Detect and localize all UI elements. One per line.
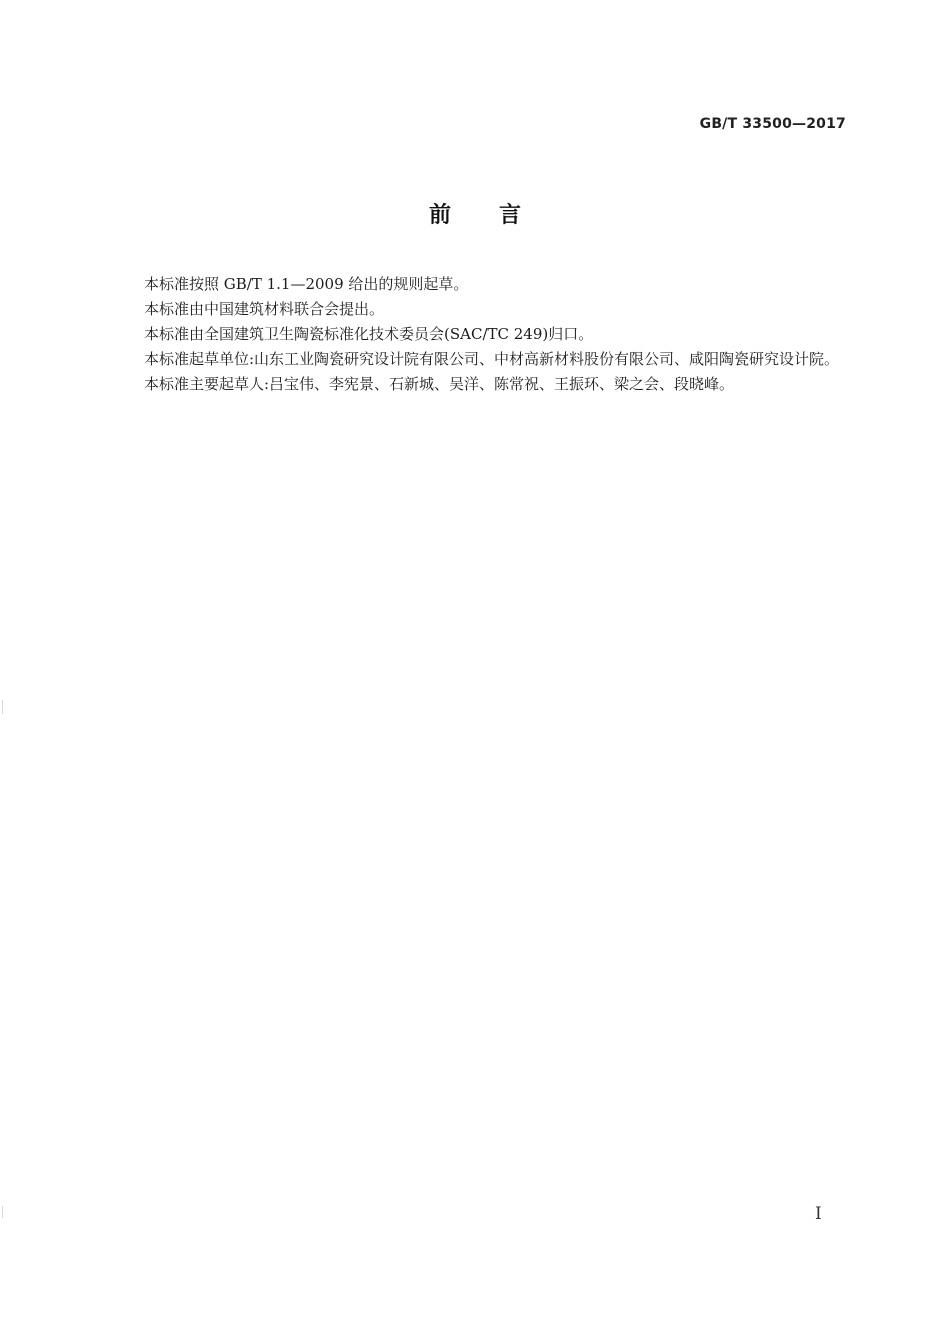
scan-edge-mark — [2, 1206, 3, 1218]
scan-edge-mark — [2, 700, 3, 714]
paragraph-committee: 本标准由全国建筑卫生陶瓷标准化技术委员会(SAC/TC 249)归口。 — [144, 325, 594, 343]
paragraph-drafting-units: 本标准起草单位:山东工业陶瓷研究设计院有限公司、中材高新材料股份有限公司、咸阳陶瓷研究设计院。 — [144, 350, 840, 368]
page-number: I — [815, 1204, 822, 1224]
preface-body — [114, 272, 848, 397]
paragraph-drafters: 本标准主要起草人:吕宝伟、李宪景、石新城、吴洋、陈常祝、王振环、梁之会、段晓峰。 — [144, 375, 735, 393]
standard-number: GB/T 33500—2017 — [699, 116, 846, 132]
paragraph-drafting-rules: 本标准按照 GB/T 1.1—2009 给出的规则起草。 — [144, 275, 469, 293]
paragraph-proposer: 本标准由中国建筑材料联合会提出。 — [144, 300, 385, 318]
page-title: 前言 — [428, 203, 569, 228]
